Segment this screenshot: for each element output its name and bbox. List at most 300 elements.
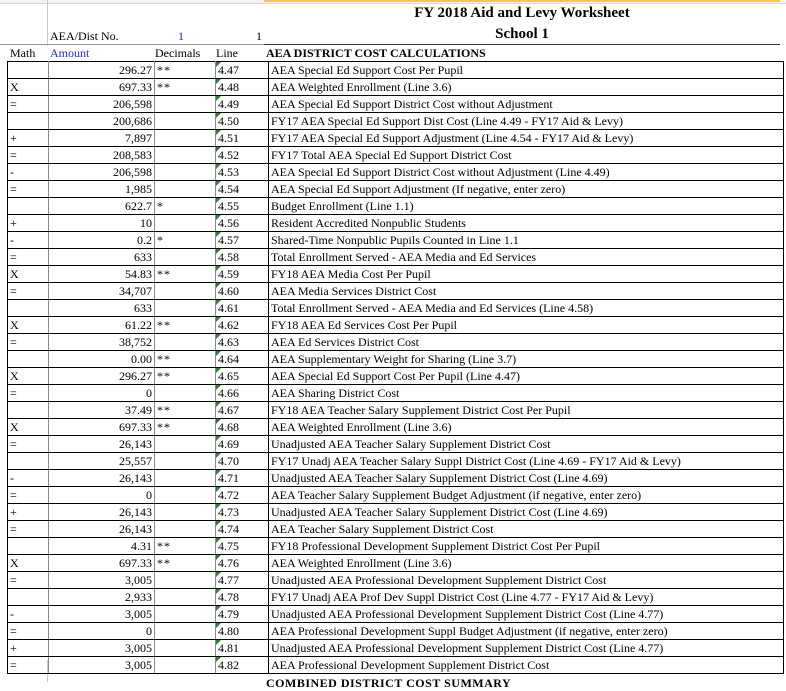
decimals-cell[interactable] (155, 402, 216, 419)
amount-cell[interactable] (49, 640, 155, 657)
description-cell[interactable] (269, 266, 784, 283)
decimals-cell-text: ** (157, 79, 171, 94)
description-cell-text: AEA Special Ed Support Cost Per Pupil (Line 4.47) (271, 368, 520, 383)
aea-dist-label: AEA/Dist No. (50, 29, 119, 43)
line-number-cell[interactable] (216, 368, 269, 385)
line-number-cell[interactable] (216, 419, 269, 436)
decimals-cell[interactable] (155, 470, 216, 487)
decimals-cell[interactable] (155, 300, 216, 317)
amount-cell[interactable] (49, 215, 155, 232)
line-number-cell-text: 4.54 (218, 181, 239, 196)
description-cell[interactable] (269, 334, 784, 351)
math-operator-cell[interactable] (8, 538, 49, 555)
error-indicator-icon (216, 249, 221, 254)
amount-cell-text: 0.00 (131, 351, 152, 366)
description-cell[interactable] (269, 317, 784, 334)
description-cell-text: AEA Special Ed Support Cost Per Pupil (271, 62, 463, 77)
decimals-cell[interactable] (155, 215, 216, 232)
line-number-cell-text: 4.69 (218, 436, 239, 451)
description-cell[interactable] (269, 538, 784, 555)
description-cell[interactable] (269, 164, 784, 181)
amount-cell[interactable] (49, 232, 155, 249)
amount-cell[interactable] (49, 623, 155, 640)
line-number-cell[interactable] (216, 300, 269, 317)
decimals-cell[interactable] (155, 521, 216, 538)
error-indicator-icon (216, 215, 221, 220)
amount-cell[interactable] (49, 79, 155, 96)
decimals-cell[interactable] (155, 164, 216, 181)
line-number-cell[interactable] (216, 436, 269, 453)
math-operator-cell-text: X (10, 555, 19, 570)
line-number-cell[interactable] (216, 453, 269, 470)
decimals-cell-text: ** (157, 419, 171, 434)
amount-cell-text: 61.22 (125, 317, 152, 332)
calculation-rows (8, 62, 784, 674)
decimals-cell-text: ** (157, 402, 171, 417)
math-operator-cell-text: = (10, 572, 17, 587)
table-row (8, 283, 784, 300)
decimals-cell[interactable] (155, 351, 216, 368)
error-indicator-icon (216, 470, 221, 475)
table-row (8, 130, 784, 147)
amount-cell[interactable] (49, 164, 155, 181)
line-number-cell[interactable] (216, 130, 269, 147)
description-cell[interactable] (269, 504, 784, 521)
amount-cell-text: 206,598 (113, 164, 152, 179)
amount-cell[interactable] (49, 334, 155, 351)
math-operator-cell[interactable] (8, 147, 49, 164)
description-cell[interactable] (269, 521, 784, 538)
amount-cell[interactable] (49, 470, 155, 487)
math-operator-cell[interactable] (8, 130, 49, 147)
table-row (8, 300, 784, 317)
line-number-cell-text: 4.65 (218, 368, 239, 383)
line-number-cell[interactable] (216, 606, 269, 623)
error-indicator-icon (216, 266, 221, 271)
math-operator-cell[interactable] (8, 232, 49, 249)
decimals-cell[interactable] (155, 487, 216, 504)
line-number-cell[interactable] (216, 657, 269, 674)
error-indicator-icon (216, 419, 221, 424)
math-operator-cell[interactable] (8, 487, 49, 504)
amount-cell-text: 3,005 (125, 606, 152, 621)
table-row (8, 572, 784, 589)
line-number-cell[interactable] (216, 538, 269, 555)
amount-cell-text: 10 (140, 215, 152, 230)
math-operator-cell[interactable] (8, 470, 49, 487)
amount-cell[interactable] (49, 300, 155, 317)
decimals-cell[interactable] (155, 181, 216, 198)
description-cell[interactable] (269, 79, 784, 96)
decimals-cell[interactable] (155, 385, 216, 402)
amount-cell-text: 1,985 (125, 181, 152, 196)
math-operator-cell[interactable] (8, 96, 49, 113)
math-operator-cell-text: = (10, 623, 17, 638)
amount-cell-text: 2,933 (125, 589, 152, 604)
math-operator-cell[interactable] (8, 198, 49, 215)
line-number-cell[interactable] (216, 215, 269, 232)
description-cell[interactable] (269, 419, 784, 436)
amount-cell-text: 697.33 (119, 555, 152, 570)
math-operator-cell[interactable] (8, 606, 49, 623)
line-number-cell[interactable] (216, 623, 269, 640)
description-cell[interactable] (269, 283, 784, 300)
error-indicator-icon (216, 572, 221, 577)
decimals-cell[interactable] (155, 79, 216, 96)
decimals-cell[interactable] (155, 657, 216, 674)
decimals-cell-text: * (157, 232, 164, 247)
line-number-cell[interactable] (216, 198, 269, 215)
description-cell[interactable] (269, 215, 784, 232)
table-row (8, 334, 784, 351)
error-indicator-icon (216, 62, 221, 67)
description-cell[interactable] (269, 589, 784, 606)
description-cell-text: FY17 AEA Special Ed Support Adjustment (Line 4.54 - FY17 Aid & Levy) (271, 130, 634, 145)
amount-cell[interactable] (49, 317, 155, 334)
line-number-cell[interactable] (216, 334, 269, 351)
line-number-cell-text: 4.74 (218, 521, 239, 536)
math-operator-cell[interactable] (8, 640, 49, 657)
math-operator-cell[interactable] (8, 351, 49, 368)
description-cell[interactable] (269, 147, 784, 164)
decimals-cell[interactable] (155, 453, 216, 470)
amount-cell[interactable] (49, 555, 155, 572)
math-operator-cell[interactable] (8, 436, 49, 453)
amount-cell[interactable] (49, 453, 155, 470)
decimals-cell[interactable] (155, 334, 216, 351)
amount-cell[interactable] (49, 147, 155, 164)
math-operator-cell[interactable] (8, 419, 49, 436)
amount-cell[interactable] (49, 266, 155, 283)
description-cell-text: Unadjusted AEA Professional Development Supplement District Cost (Line 4.77) (271, 606, 664, 621)
district-number-cell[interactable]: 1 (256, 29, 262, 43)
decimals-cell[interactable] (155, 538, 216, 555)
line-number-cell[interactable] (216, 470, 269, 487)
line-number-cell[interactable] (216, 521, 269, 538)
amount-cell-text: 0 (146, 385, 152, 400)
description-cell[interactable] (269, 96, 784, 113)
amount-cell[interactable] (49, 96, 155, 113)
table-row (8, 147, 784, 164)
description-cell-text: AEA Weighted Enrollment (Line 3.6) (271, 555, 452, 570)
math-operator-cell[interactable] (8, 249, 49, 266)
aea-number-cell[interactable]: 1 (178, 29, 184, 43)
table-row (8, 62, 784, 79)
math-operator-cell[interactable] (8, 266, 49, 283)
math-operator-cell-text: X (10, 266, 19, 281)
error-indicator-icon (216, 300, 221, 305)
math-operator-cell-text: - (10, 164, 14, 179)
line-number-cell-text: 4.63 (218, 334, 239, 349)
amount-cell[interactable] (49, 385, 155, 402)
table-row (8, 589, 784, 606)
math-operator-cell[interactable] (8, 181, 49, 198)
math-operator-cell[interactable] (8, 334, 49, 351)
description-cell-text: Total Enrollment Served - AEA Media and Ed Services (271, 249, 537, 264)
error-indicator-icon (216, 198, 221, 203)
error-indicator-icon (216, 164, 221, 169)
decimals-cell[interactable] (155, 147, 216, 164)
math-operator-cell[interactable] (8, 300, 49, 317)
amount-cell[interactable] (49, 351, 155, 368)
amount-cell-text: 296.27 (119, 62, 152, 77)
description-cell-text: Unadjusted AEA Teacher Salary Supplement District Cost (Line 4.69) (271, 470, 608, 485)
math-operator-cell[interactable] (8, 368, 49, 385)
error-indicator-icon (216, 453, 221, 458)
description-cell-text: FY17 Unadj AEA Prof Dev Suppl District Cost (Line 4.77 - FY17 Aid & Levy) (271, 589, 654, 604)
description-cell[interactable] (269, 351, 784, 368)
amount-cell-text: 622.7 (125, 198, 152, 213)
decimals-cell[interactable] (155, 589, 216, 606)
math-operator-cell[interactable] (8, 555, 49, 572)
error-indicator-icon (216, 606, 221, 611)
description-cell-text: AEA Media Services District Cost (271, 283, 437, 298)
amount-cell-text: 296.27 (119, 368, 152, 383)
line-number-cell-text: 4.47 (218, 62, 239, 77)
description-cell[interactable] (269, 130, 784, 147)
decimals-cell[interactable] (155, 198, 216, 215)
line-number-cell[interactable] (216, 504, 269, 521)
column-header-math: Math (10, 46, 36, 60)
description-cell[interactable] (269, 487, 784, 504)
line-number-cell[interactable] (216, 385, 269, 402)
description-cell[interactable] (269, 62, 784, 79)
amount-cell[interactable] (49, 130, 155, 147)
table-row (8, 215, 784, 232)
math-operator-cell[interactable] (8, 283, 49, 300)
description-cell[interactable] (269, 572, 784, 589)
amount-cell-text: 7,897 (125, 130, 152, 145)
line-number-cell[interactable] (216, 79, 269, 96)
line-number-cell-text: 4.73 (218, 504, 239, 519)
amount-cell[interactable] (49, 487, 155, 504)
math-operator-cell-text: X (10, 79, 19, 94)
description-cell[interactable] (269, 181, 784, 198)
decimals-cell[interactable] (155, 317, 216, 334)
line-number-cell[interactable] (216, 96, 269, 113)
description-cell[interactable] (269, 368, 784, 385)
math-operator-cell[interactable] (8, 385, 49, 402)
amount-cell-text: 38,752 (119, 334, 152, 349)
description-cell-text: AEA Special Ed Support Adjustment (If negative, enter zero) (271, 181, 566, 196)
line-number-cell[interactable] (216, 283, 269, 300)
amount-cell-text: 0 (146, 623, 152, 638)
table-row (8, 249, 784, 266)
decimals-cell[interactable] (155, 283, 216, 300)
description-cell-text: FY18 AEA Teacher Salary Supplement District Cost Per Pupil (271, 402, 571, 417)
table-row (8, 453, 784, 470)
math-operator-cell[interactable] (8, 623, 49, 640)
line-number-cell-text: 4.79 (218, 606, 239, 621)
gridline (47, 0, 48, 46)
line-number-cell[interactable] (216, 572, 269, 589)
section-header: AEA DISTRICT COST CALCULATIONS (266, 46, 486, 60)
line-number-cell[interactable] (216, 487, 269, 504)
description-cell[interactable] (269, 555, 784, 572)
decimals-cell[interactable] (155, 113, 216, 130)
math-operator-cell[interactable] (8, 453, 49, 470)
math-operator-cell[interactable] (8, 62, 49, 79)
amount-cell[interactable] (49, 589, 155, 606)
math-operator-cell-text: = (10, 283, 17, 298)
math-operator-cell[interactable] (8, 113, 49, 130)
decimals-cell[interactable] (155, 232, 216, 249)
error-indicator-icon (216, 589, 221, 594)
description-cell-text: Resident Accredited Nonpublic Students (271, 215, 466, 230)
description-cell[interactable] (269, 300, 784, 317)
amount-cell[interactable] (49, 181, 155, 198)
table-row (8, 164, 784, 181)
line-number-cell[interactable] (216, 402, 269, 419)
math-operator-cell[interactable] (8, 504, 49, 521)
decimals-cell[interactable] (155, 96, 216, 113)
decimals-cell[interactable] (155, 623, 216, 640)
amount-cell[interactable] (49, 419, 155, 436)
decimals-cell[interactable] (155, 572, 216, 589)
error-indicator-icon (216, 623, 221, 628)
line-number-cell[interactable] (216, 147, 269, 164)
decimals-cell[interactable] (155, 606, 216, 623)
decimals-cell[interactable] (155, 640, 216, 657)
description-cell-text: AEA Weighted Enrollment (Line 3.6) (271, 79, 452, 94)
amount-cell[interactable] (49, 521, 155, 538)
amount-cell-text: 633 (134, 300, 152, 315)
line-number-cell[interactable] (216, 351, 269, 368)
line-number-cell[interactable] (216, 589, 269, 606)
decimals-cell-text: ** (157, 351, 171, 366)
description-cell[interactable] (269, 657, 784, 674)
amount-cell[interactable] (49, 538, 155, 555)
amount-cell[interactable] (49, 368, 155, 385)
amount-cell[interactable] (49, 657, 155, 674)
math-operator-cell[interactable] (8, 589, 49, 606)
decimals-cell[interactable] (155, 504, 216, 521)
amount-cell[interactable] (49, 62, 155, 79)
math-operator-cell[interactable] (8, 215, 49, 232)
decimals-cell[interactable] (155, 249, 216, 266)
decimals-cell[interactable] (155, 419, 216, 436)
amount-cell[interactable] (49, 572, 155, 589)
amount-cell[interactable] (49, 606, 155, 623)
amount-cell-text: 200,686 (113, 113, 152, 128)
math-operator-cell-text: X (10, 368, 19, 383)
description-cell[interactable] (269, 249, 784, 266)
table-row (8, 113, 784, 130)
math-operator-cell[interactable] (8, 79, 49, 96)
column-header-decimals: Decimals (155, 46, 201, 60)
error-indicator-icon (216, 538, 221, 543)
description-cell-text: Total Enrollment Served - AEA Media and Ed Services (Line 4.58) (271, 300, 594, 315)
table-row (8, 436, 784, 453)
description-cell[interactable] (269, 436, 784, 453)
table-row (8, 640, 784, 657)
amount-cell[interactable] (49, 249, 155, 266)
math-operator-cell[interactable] (8, 402, 49, 419)
description-cell[interactable] (269, 606, 784, 623)
decimals-cell[interactable] (155, 266, 216, 283)
math-operator-cell-text: + (10, 215, 17, 230)
decimals-cell[interactable] (155, 555, 216, 572)
description-cell[interactable] (269, 402, 784, 419)
error-indicator-icon (216, 436, 221, 441)
amount-cell[interactable] (49, 283, 155, 300)
description-cell-text: FY18 AEA Ed Services Cost Per Pupil (271, 317, 458, 332)
description-cell[interactable] (269, 623, 784, 640)
error-indicator-icon (216, 317, 221, 322)
table-row (8, 181, 784, 198)
line-number-cell-text: 4.67 (218, 402, 239, 417)
table-row (8, 266, 784, 283)
column-header-line: Line (216, 46, 238, 60)
amount-cell-text: 26,143 (119, 436, 152, 451)
line-number-cell-text: 4.78 (218, 589, 239, 604)
error-indicator-icon (216, 96, 221, 101)
math-operator-cell[interactable] (8, 164, 49, 181)
math-operator-cell-text: = (10, 181, 17, 196)
description-cell-text: AEA Teacher Salary Supplement Budget Adjustment (if negative, enter zero) (271, 487, 642, 502)
table-row (8, 657, 784, 674)
line-number-cell-text: 4.53 (218, 164, 239, 179)
decimals-cell[interactable] (155, 62, 216, 79)
table-row (8, 96, 784, 113)
math-operator-cell[interactable] (8, 657, 49, 674)
line-number-cell-text: 4.70 (218, 453, 239, 468)
decimals-cell[interactable] (155, 436, 216, 453)
line-number-cell-text: 4.59 (218, 266, 239, 281)
line-number-cell-text: 4.68 (218, 419, 239, 434)
amount-cell[interactable] (49, 504, 155, 521)
decimals-cell-text: ** (157, 368, 171, 383)
description-cell-text: AEA Supplementary Weight for Sharing (Line 3.7) (271, 351, 517, 366)
description-cell[interactable] (269, 232, 784, 249)
math-operator-cell[interactable] (8, 572, 49, 589)
amount-cell[interactable] (49, 113, 155, 130)
description-cell[interactable] (269, 470, 784, 487)
line-number-cell-text: 4.62 (218, 317, 239, 332)
math-operator-cell-text: - (10, 606, 14, 621)
line-number-cell-text: 4.71 (218, 470, 239, 485)
amount-cell[interactable] (49, 402, 155, 419)
line-number-cell[interactable] (216, 181, 269, 198)
line-number-cell[interactable] (216, 164, 269, 181)
math-operator-cell[interactable] (8, 521, 49, 538)
line-number-cell[interactable] (216, 317, 269, 334)
amount-cell[interactable] (49, 198, 155, 215)
description-cell[interactable] (269, 385, 784, 402)
math-operator-cell-text: = (10, 147, 17, 162)
description-cell[interactable] (269, 453, 784, 470)
decimals-cell[interactable] (155, 130, 216, 147)
line-number-cell[interactable] (216, 249, 269, 266)
amount-cell[interactable] (49, 436, 155, 453)
description-cell-text: FY18 AEA Media Cost Per Pupil (271, 266, 431, 281)
error-indicator-icon (216, 657, 221, 662)
description-cell[interactable] (269, 113, 784, 130)
line-number-cell[interactable] (216, 232, 269, 249)
line-number-cell[interactable] (216, 555, 269, 572)
line-number-cell[interactable] (216, 62, 269, 79)
math-operator-cell[interactable] (8, 317, 49, 334)
line-number-cell-text: 4.57 (218, 232, 239, 247)
description-cell[interactable] (269, 198, 784, 215)
line-number-cell[interactable] (216, 113, 269, 130)
decimals-cell[interactable] (155, 368, 216, 385)
table-row (8, 538, 784, 555)
line-number-cell[interactable] (216, 640, 269, 657)
math-operator-cell-text: = (10, 487, 17, 502)
line-number-cell[interactable] (216, 266, 269, 283)
description-cell[interactable] (269, 640, 784, 657)
